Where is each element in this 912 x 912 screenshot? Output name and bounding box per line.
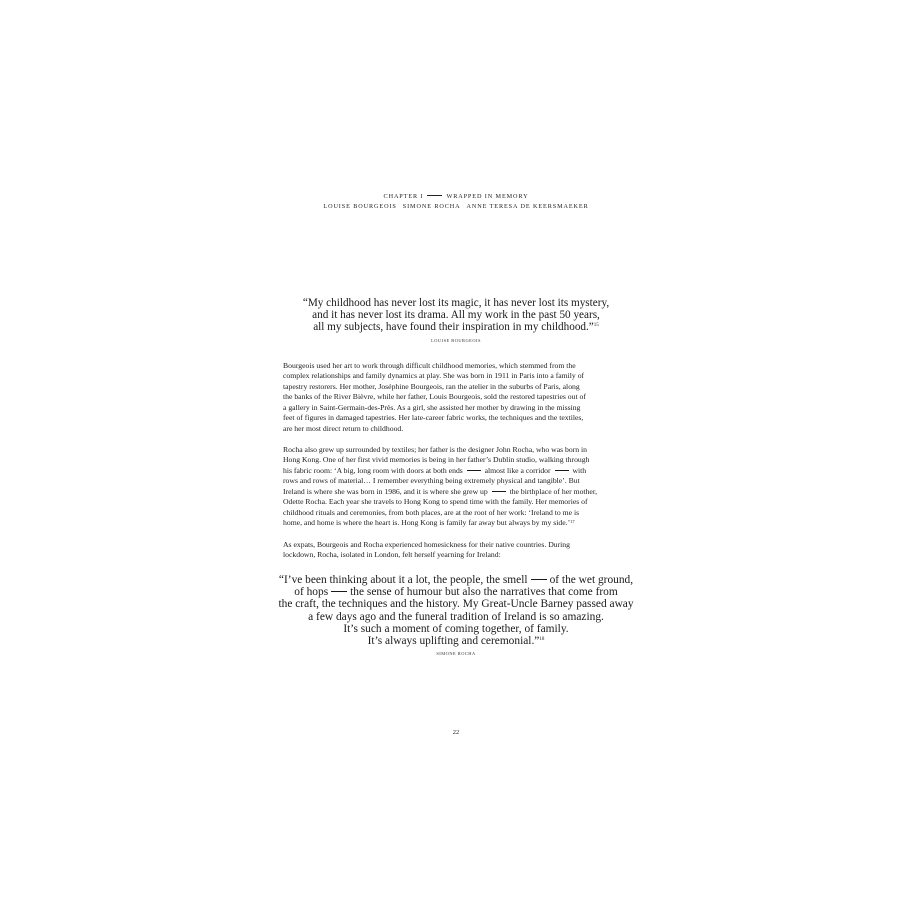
quote-line: “My childhood has never lost its magic, it has never lost its mystery, (302, 297, 610, 309)
em-dash-rule (492, 491, 506, 492)
paragraph-line (283, 487, 633, 497)
line-segment: Ireland is where she was born in 1986, and it is where she grew up (283, 486, 488, 496)
paragraph-line: a gallery in Saint-Germain-des-Près. As a girl, she assisted her mother by drawing in the missing (283, 402, 581, 412)
em-dash-rule (531, 579, 547, 580)
line-segment: almost like a corridor (484, 465, 551, 475)
chapter-number: CHAPTER I (383, 193, 424, 200)
artist-name: ANNE TERESA DE KEERSMAEKER (466, 203, 589, 210)
chapter-header (0, 193, 912, 200)
quote-line (0, 574, 912, 586)
footnote-marker: 17 (570, 519, 575, 525)
quote-line: It’s such a moment of coming together, of family. (343, 622, 569, 635)
paragraph-line: the banks of the River Bièvre, while her father, Louis Bourgeois, sold the restored tapestries out of (283, 392, 586, 402)
paragraph-line: are her most direct return to childhood. (283, 423, 404, 433)
chapter-title: WRAPPED IN MEMORY (446, 193, 529, 200)
paragraph-line (283, 518, 633, 528)
pull-quote-rocha (0, 574, 912, 647)
body-paragraph-1 (283, 361, 633, 434)
line-segment: of hops (294, 586, 329, 599)
quote-line: the craft, the techniques and the history. My Great-Uncle Barney passed away (278, 598, 634, 611)
line-segment: the birthplace of her mother, (509, 486, 598, 496)
line-segment: of the wet ground, (549, 574, 634, 586)
paragraph-line: Odette Rocha. Each year she travels to Hong Kong to spend time with the family. Her memories of (283, 497, 588, 507)
quote-line (0, 321, 912, 333)
paragraph-line (283, 466, 633, 476)
artist-name: SIMONE ROCHA (402, 203, 461, 210)
body-paragraph-2 (283, 445, 633, 529)
quote-line: and it has never lost its drama. All my work in the past 50 years, (312, 309, 600, 321)
paragraph-line: As expats, Bourgeois and Rocha experienced homesickness for their native countries. During (283, 540, 570, 549)
paragraph-line: lockdown, Rocha, isolated in London, felt herself yearning for Ireland: (283, 550, 501, 560)
line-segment: It’s always uplifting and ceremonial.” (367, 635, 540, 648)
line-segment: the sense of humour but also the narratives that come from (350, 586, 618, 599)
quote-attribution: LOUISE BOURGEOIS (431, 338, 481, 343)
paragraph-line: complex relationships and family dynamics at play. She was born in 1911 in Paris into a family of (283, 371, 585, 381)
line-segment: with (572, 465, 587, 475)
paragraph-line: Rocha also grew up surrounded by textiles; her father is the designer John Rocha, who was born in (283, 445, 588, 454)
quote-line-text: all my subjects, have found their inspiration in my childhood.” (313, 321, 594, 333)
em-dash-rule (331, 591, 347, 592)
line-segment: his fabric room: ‘A big, long room with doors at both ends (283, 465, 463, 475)
paragraph-line: Bourgeois used her art to work through difficult childhood memories, which stemmed from the (283, 361, 576, 370)
line-segment: “I’ve been thinking about it a lot, the people, the smell (278, 574, 528, 586)
em-dash-rule (467, 470, 481, 471)
footnote-marker: 18 (539, 637, 545, 643)
quote-line (0, 586, 912, 598)
footnote-marker: 15 (593, 323, 599, 328)
quote-line: a few days ago and the funeral tradition of Ireland is so amazing. (308, 610, 604, 623)
artist-name: LOUISE BOURGEOIS (323, 203, 397, 210)
em-dash-rule (555, 470, 569, 471)
paragraph-line: Hong Kong. One of her first vivid memories is being in her father’s Dublin studio, walking through (283, 455, 590, 465)
quote-attribution: SIMONE ROCHA (436, 651, 476, 656)
chapter-artists (0, 203, 912, 210)
line-segment: home, and home is where the heart is. Hong Kong is family far away but always by my side.’ (283, 518, 571, 528)
paragraph-line: rows and rows of material… I remember everything being extremely physical and tangible’. But (283, 476, 580, 486)
pull-quote-bourgeois (0, 297, 912, 333)
body-paragraph-3 (283, 540, 633, 561)
paragraph-line: childhood rituals and ceremonies, from both places, are at the root of her work: ‘Ireland to me is (283, 507, 580, 517)
paragraph-line: tapestry restorers. Her mother, Joséphine Bourgeois, ran the atelier in the suburbs of Paris, along (283, 381, 580, 391)
em-dash-rule (427, 195, 442, 196)
paragraph-line: feet of figures in damaged tapestries. Her late-career fabric works, the techniques and the textiles, (283, 413, 584, 423)
page-number: 22 (452, 729, 460, 736)
quote-line (0, 635, 912, 647)
